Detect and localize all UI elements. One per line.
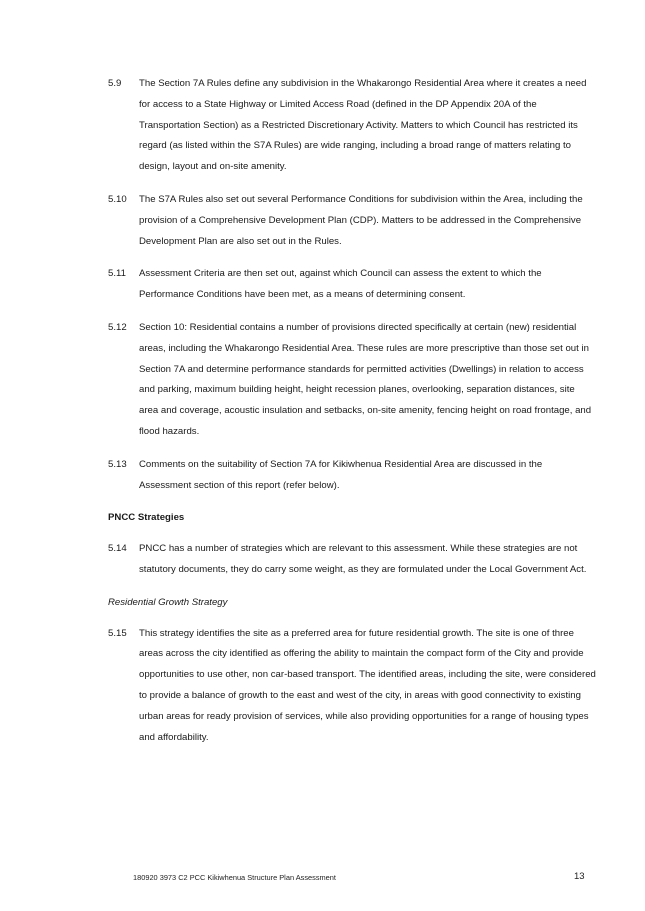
footer-page-number: 13 [574,871,585,882]
paragraph-number: 5.12 [108,321,127,333]
paragraph-text: The S7A Rules also set out several Performance Conditions for subdivision within the Area, including the provision of a Comprehensive Development Plan (CDP). Matters to be addressed in the Comprehensive Development Plan are also set out in the Rules. [139,193,583,247]
paragraph-number: 5.13 [108,458,127,470]
section-heading-pncc-strategies: PNCC Strategies [108,512,185,524]
paragraph-5-13 [108,455,596,497]
page-body [108,74,596,760]
paragraph-text: Section 10: Residential contains a number of provisions directed specifically at certain (new) residential areas, including the Whakarongo Residential Area. These rules are more prescriptive than those set out in Section 7A and determine performance standards for permitted activities (Dwellings) in relation to access and parking, maximum building height, height recession planes, overlooking, separation distances, site area and coverage, acoustic insulation and setbacks, on-site amenity, fencing height on road frontage, and flood hazards. [139,321,592,437]
paragraph-number: 5.11 [108,268,126,280]
paragraph-number: 5.9 [108,78,122,89]
paragraph-text: This strategy identifies the site as a preferred area for future residential growth. The site is one of three areas across the city identified as offering the ability to maintain the compact form of the City and provide opportunities to use other, non car-based transport. The identified areas, including the site, were considered to provide a balance of growth to the east and west of the city, in areas with good connectivity to existing urban areas for ready provision of services, while also providing opportunities for a range of housing types and affordability. [139,627,596,743]
paragraph-number: 5.10 [108,193,127,205]
paragraph-5-14 [108,539,596,581]
paragraph-5-15 [108,624,596,749]
paragraph-number: 5.15 [108,627,127,639]
paragraph-5-10 [108,190,596,252]
paragraph-number: 5.14 [108,543,127,555]
subheading-residential-growth-strategy: Residential Growth Strategy [108,596,228,608]
paragraph-text: PNCC has a number of strategies which are relevant to this assessment. While these strategies are not statutory documents, they do carry some weight, as they are formulated under the Local Government Act. [139,543,587,575]
paragraph-5-9 [108,74,596,178]
paragraph-5-12 [108,318,596,443]
paragraph-text: Comments on the suitability of Section 7A for Kikiwhenua Residential Area are discussed in the Assessment section of this report (refer below). [139,458,543,491]
paragraph-text: The Section 7A Rules define any subdivision in the Whakarongo Residential Area where it creates a need for access to a State Highway or Limited Access Road (defined in the DP Appendix 20A of the Transportation Section) as a Restricted Discretionary Activity. Matters to which Council has restricted its regard (as listed within the S7A Rules) are wide ranging, including a broad range of matters relating to design, layout and on-site amenity. [139,78,587,173]
paragraph-5-11 [108,264,596,306]
paragraph-text: Assessment Criteria are then set out, against which Council can assess the extent to which the Performance Conditions have been met, as a means of determining consent. [139,268,542,301]
footer-document-reference: 180920 3973 C2 PCC Kikiwhenua Structure Plan Assessment [133,873,336,882]
